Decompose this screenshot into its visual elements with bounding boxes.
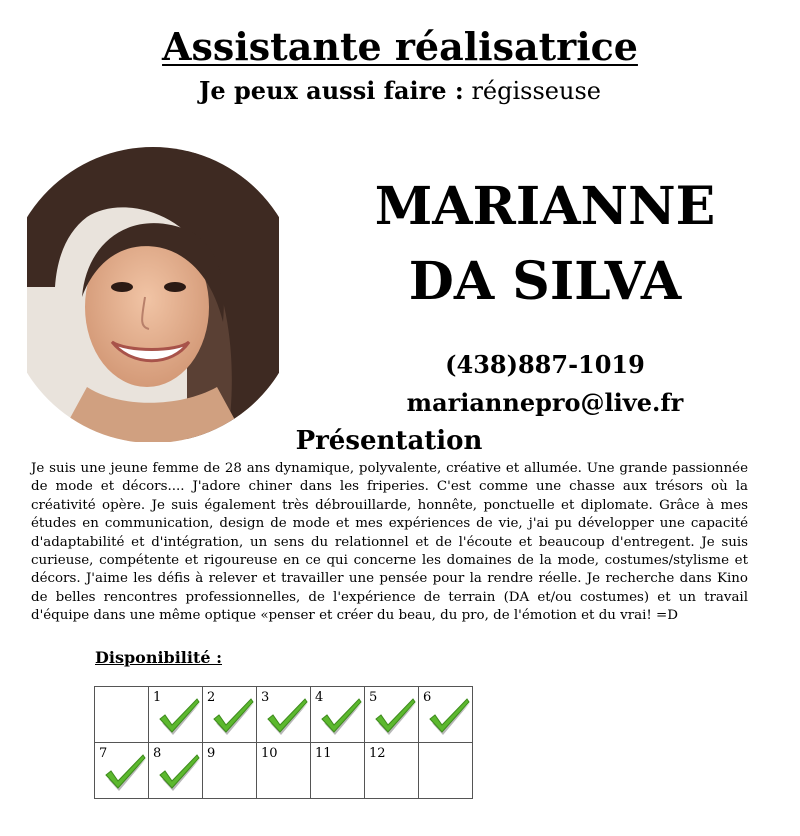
calendar-cell (311, 743, 365, 799)
calendar-day-number: 7 (99, 746, 108, 761)
calendar-cell (311, 687, 365, 743)
presentation-text: Je suis une jeune femme de 28 ans dynamique, polyvalente, créative et allumée. Une grande passionnée de mode et décors.... J'adore chiner dans les friperies. C'est comme une chasse aux trésors où la créativité opère. Je suis également très débrouillarde, honnête, ponctuelle et diplomate. Grâce à mes études en communication, design de mode et mes expériences de vie, j'ai pu développer une capacité d'adaptabilité et d'intégration, un sens du relationnel et de l'écoute et beaucoup d'entregent. Je suis curieuse, compétente et rigoureuse en ce qui concerne les domaines de la mode, costumes/stylisme et décors. J'aime les défis à relever et travailler une pensée pour la rendre réelle. Je recherche dans Kino de belles rencontres professionnelles, de l'expérience de terrain (DA et/ou costumes) et un travail d'équipe dans une même optique «penser et créer du beau, du pro, de l'émotion et du vrai! =D (31, 461, 748, 624)
calendar-cell (149, 743, 203, 799)
page-subtitle (0, 76, 800, 105)
presentation-heading: Présentation (295, 426, 483, 456)
calendar-cell (203, 743, 257, 799)
email-address[interactable]: mariannepro@live.fr (406, 388, 684, 417)
calendar-day-number: 9 (207, 746, 216, 761)
calendar-day-number: 1 (153, 690, 162, 705)
checkmark-icon (157, 751, 201, 795)
calendar-day-number: 11 (315, 746, 332, 761)
calendar-cell (419, 743, 473, 799)
phone-number: (438)887-1019 (445, 350, 645, 379)
calendar-cell (95, 743, 149, 799)
checkmark-icon (427, 695, 471, 739)
calendar-cell (149, 687, 203, 743)
calendar-cell (257, 687, 311, 743)
calendar-cell (365, 743, 419, 799)
checkmark-icon (211, 695, 255, 739)
checkmark-icon (319, 695, 363, 739)
calendar-row (95, 687, 473, 743)
calendar-day-number: 5 (369, 690, 378, 705)
checkmark-icon (265, 695, 309, 739)
calendar-row (95, 743, 473, 799)
availability-label: Disponibilité : (95, 648, 222, 667)
calendar-cell (419, 687, 473, 743)
calendar-day-number: 12 (369, 746, 386, 761)
page-title: Assistante réalisatrice (162, 24, 638, 69)
calendar-day-number: 8 (153, 746, 162, 761)
name-first: MARIANNE (374, 176, 716, 237)
calendar-cell (95, 687, 149, 743)
subtitle-value: régisseuse (471, 77, 601, 105)
calendar-day-number: 4 (315, 690, 324, 705)
availability-calendar (94, 686, 473, 799)
subtitle-lead: Je peux aussi faire : (199, 76, 464, 105)
calendar-cell (257, 743, 311, 799)
name-last: DA SILVA (408, 251, 682, 312)
checkmark-icon (373, 695, 417, 739)
checkmark-icon (157, 695, 201, 739)
calendar-day-number: 2 (207, 690, 216, 705)
calendar-day-number: 6 (423, 690, 432, 705)
calendar-day-number: 10 (261, 746, 278, 761)
calendar-cell (203, 687, 257, 743)
calendar-day-number: 3 (261, 690, 270, 705)
checkmark-icon (103, 751, 147, 795)
calendar-cell (365, 687, 419, 743)
profile-photo (27, 147, 279, 442)
